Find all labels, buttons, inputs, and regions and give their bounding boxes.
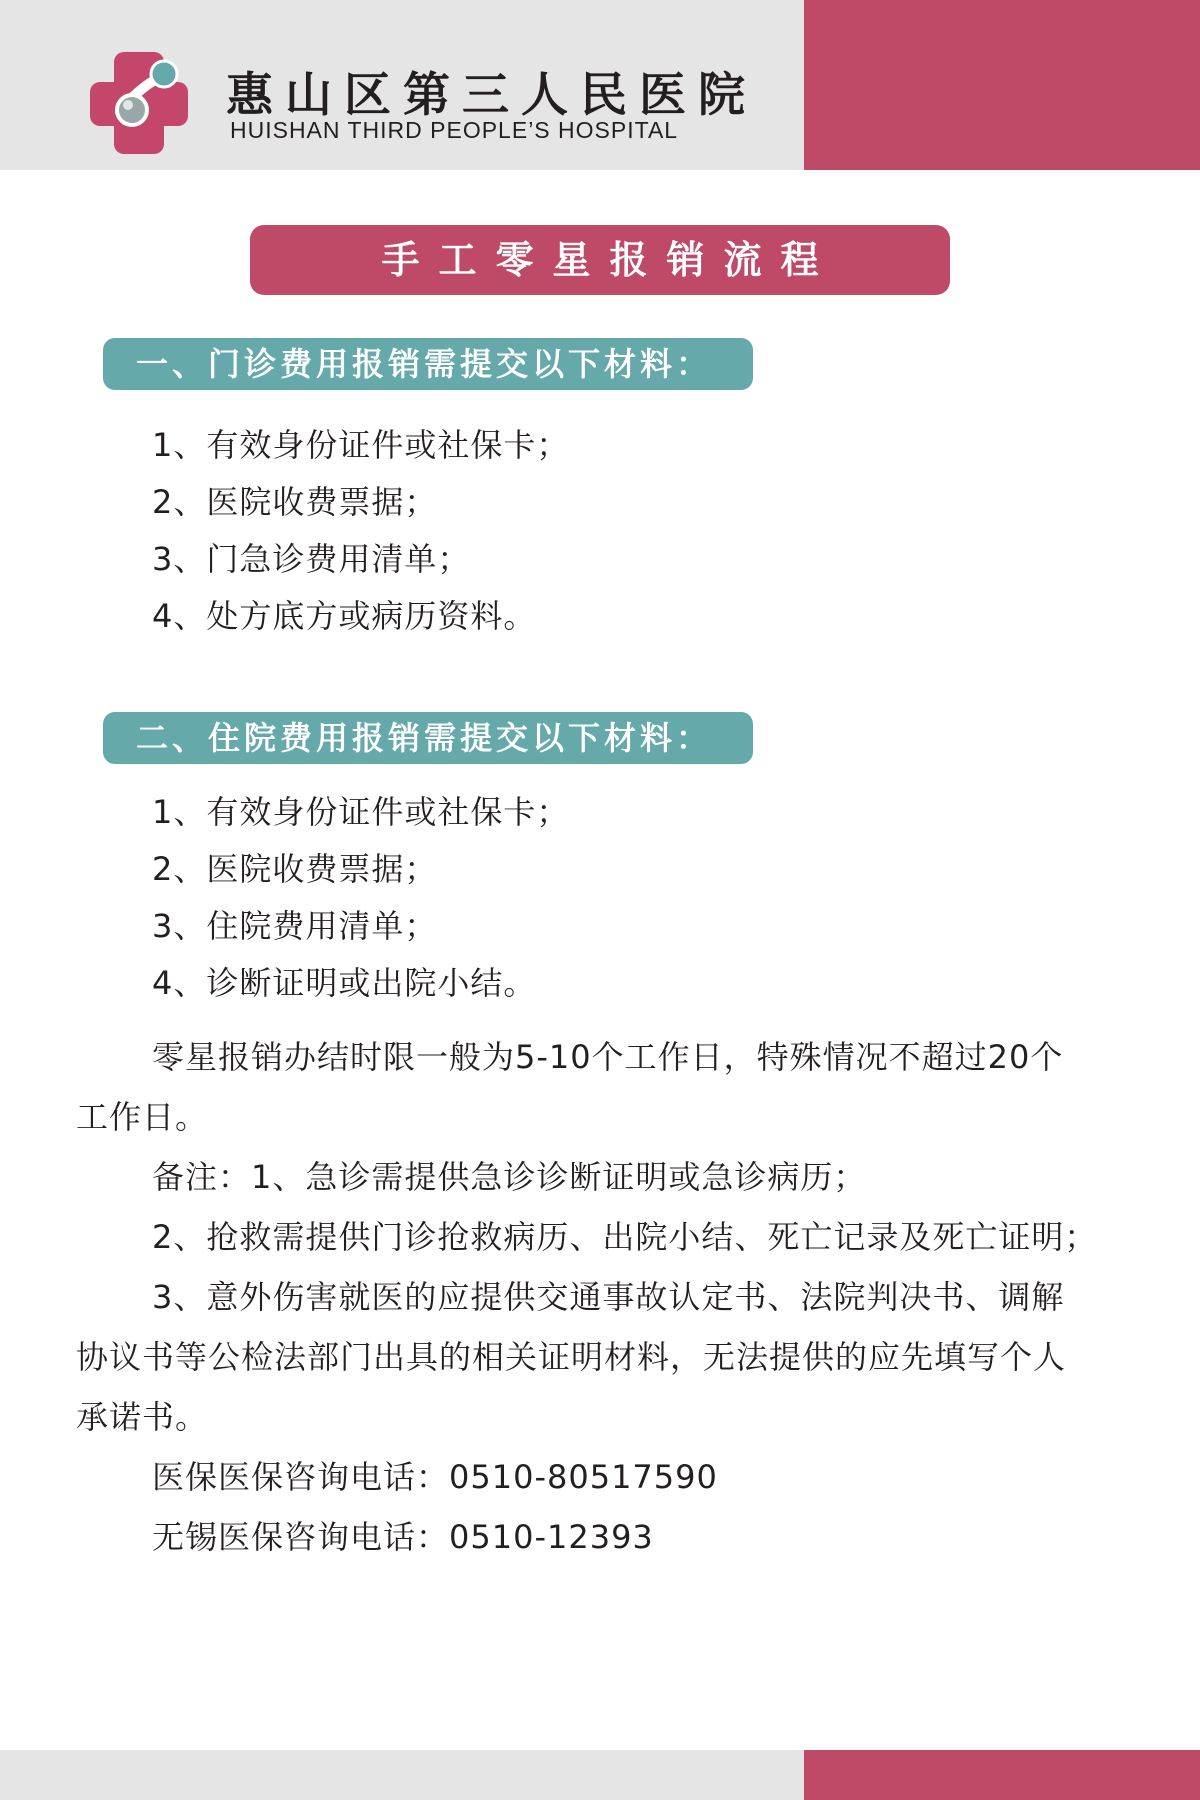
medical-insurance-phone: 医保医保咨询电话：0510-80517590 <box>152 1458 718 1496</box>
list-item: 2、医院收费票据； <box>152 850 438 888</box>
remark-3-end: 承诺书。 <box>76 1398 209 1436</box>
list-item: 2、医院收费票据； <box>152 483 438 521</box>
list-item: 3、门急诊费用清单； <box>152 540 471 578</box>
page-title: 手工零星报销流程 <box>250 225 950 295</box>
section-heading-inpatient: 二、住院费用报销需提交以下材料： <box>103 712 753 764</box>
remark-2: 2、抢救需提供门诊抢救病历、出院小结、死亡记录及死亡证明； <box>152 1218 1098 1256</box>
section-heading-outpatient: 一、门诊费用报销需提交以下材料： <box>103 338 753 390</box>
remark-1: 备注：1、急诊需提供急诊诊断证明或急诊病历； <box>152 1158 867 1196</box>
footer-band <box>0 1750 804 1800</box>
remark-3: 3、意外伤害就医的应提供交通事故认定书、法院判决书、调解 <box>152 1278 1065 1316</box>
header-accent-block <box>804 0 1200 170</box>
list-item: 4、诊断证明或出院小结。 <box>152 964 537 1002</box>
list-item: 3、住院费用清单； <box>152 907 438 945</box>
time-limit-text: 零星报销办结时限一般为5-10个工作日，特殊情况不超过20个 <box>152 1038 1064 1076</box>
list-item: 1、有效身份证件或社保卡； <box>152 793 570 831</box>
list-item: 4、处方底方或病历资料。 <box>152 597 537 635</box>
time-limit-text-cont: 工作日。 <box>76 1098 209 1136</box>
wuxi-insurance-phone: 无锡医保咨询电话：0510-12393 <box>152 1518 654 1556</box>
footer-accent-block <box>804 1750 1200 1800</box>
hospital-name-chinese: 惠山区第三人民医院 <box>226 68 757 123</box>
hospital-name-english: HUISHAN THIRD PEOPLE’S HOSPITAL <box>230 117 679 143</box>
list-item: 1、有效身份证件或社保卡； <box>152 426 570 464</box>
hospital-cross-logo-icon <box>86 48 192 158</box>
remark-3-cont: 协议书等公检法部门出具的相关证明材料，无法提供的应先填写个人 <box>76 1338 1067 1376</box>
